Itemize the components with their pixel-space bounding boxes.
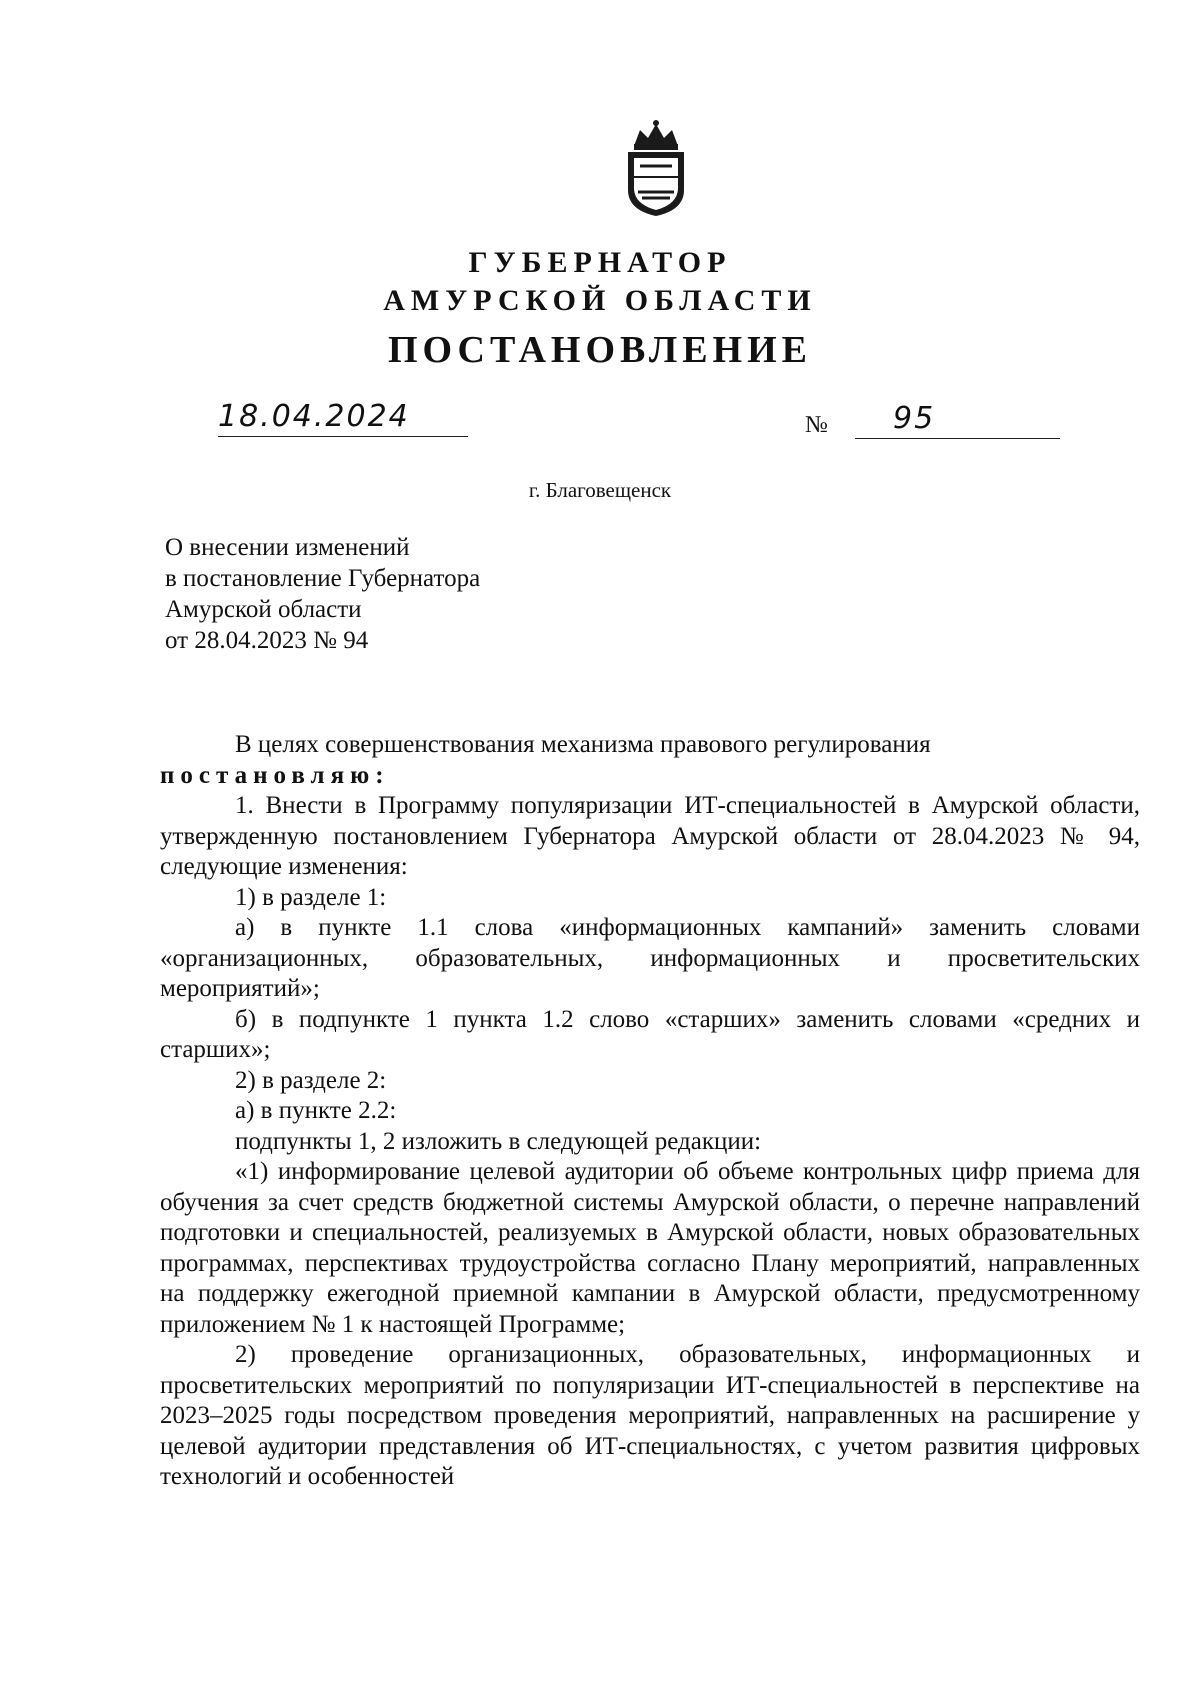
- handwritten-number: 95: [893, 401, 936, 436]
- section-2-sub: подпункты 1, 2 изложить в следующей редакции:: [235, 1127, 762, 1155]
- document-body: [160, 730, 1140, 1493]
- city-name: г. Благовещенск: [528, 478, 672, 502]
- subject-line: Амурской области: [165, 596, 362, 623]
- section-2-a: а) в пункте 2.2:: [235, 1097, 397, 1124]
- section-1-b: б) в подпункте 1 пункта 1.2 слово «старших» заменить словами «средних и старших»;: [160, 1005, 1140, 1063]
- date-field: [218, 396, 468, 437]
- document-type-title: ПОСТАНОВЛЕНИЕ: [387, 329, 813, 371]
- handwritten-date: 18.04.2024: [218, 399, 410, 434]
- item-1: 1. Внести в Программу популяризации ИТ-специальностей в Амурской области, утвержденную постановлением Губернатора Амурской области от 28.04.2023 № 94, следующие изменения:: [160, 792, 1140, 880]
- quote-2: 2) проведение организационных, образовательных, информационных и просветительских мероприятий по популяризации ИТ-специальностей в перспективе на 2023–2025 годы посредством проведения мероприятий, направленных на расширение у целевой аудитории представления об ИТ-специальностях, с учетом развития цифровых технологий и особенностей: [160, 1341, 1140, 1490]
- subject-line: от 28.04.2023 № 94: [165, 627, 369, 654]
- section-1-a: а) в пункте 1.1 слова «информационных кампаний» заменить словами «организационных, образовательных, информационных и просветительских мероприятий»;: [160, 914, 1140, 1002]
- preamble: В целях совершенствования механизма правового регулирования: [235, 731, 931, 758]
- authority-region: АМУРСКОЙ ОБЛАСТИ: [383, 284, 817, 317]
- section-1: 1) в разделе 1:: [235, 883, 387, 911]
- document-subject: [165, 532, 480, 656]
- authority-title: ГУБЕРНАТОР: [468, 246, 732, 279]
- coat-of-arms-icon: [620, 118, 692, 218]
- number-field: [855, 400, 1060, 439]
- number-label: №: [805, 412, 828, 438]
- section-2: 2) в разделе 2:: [235, 1066, 387, 1094]
- subject-line: в постановление Губернатора: [165, 565, 481, 592]
- subject-line: О внесении изменений: [165, 534, 410, 561]
- decree-word: постановляю:: [160, 761, 390, 789]
- quote-1: «1) информирование целевой аудитории об объеме контрольных цифр приема для обучения за счет средств бюджетной системы Амурской области, о перечне направлений подготовки и специальностей, реализуемых в Амурской области, новых образовательных программах, перспективах трудоустройства согласно Плану мероприятий, направленных на поддержку ежегодной приемной кампании в Амурской области, предусмотренному приложением № 1 к настоящей Программе;: [160, 1158, 1140, 1338]
